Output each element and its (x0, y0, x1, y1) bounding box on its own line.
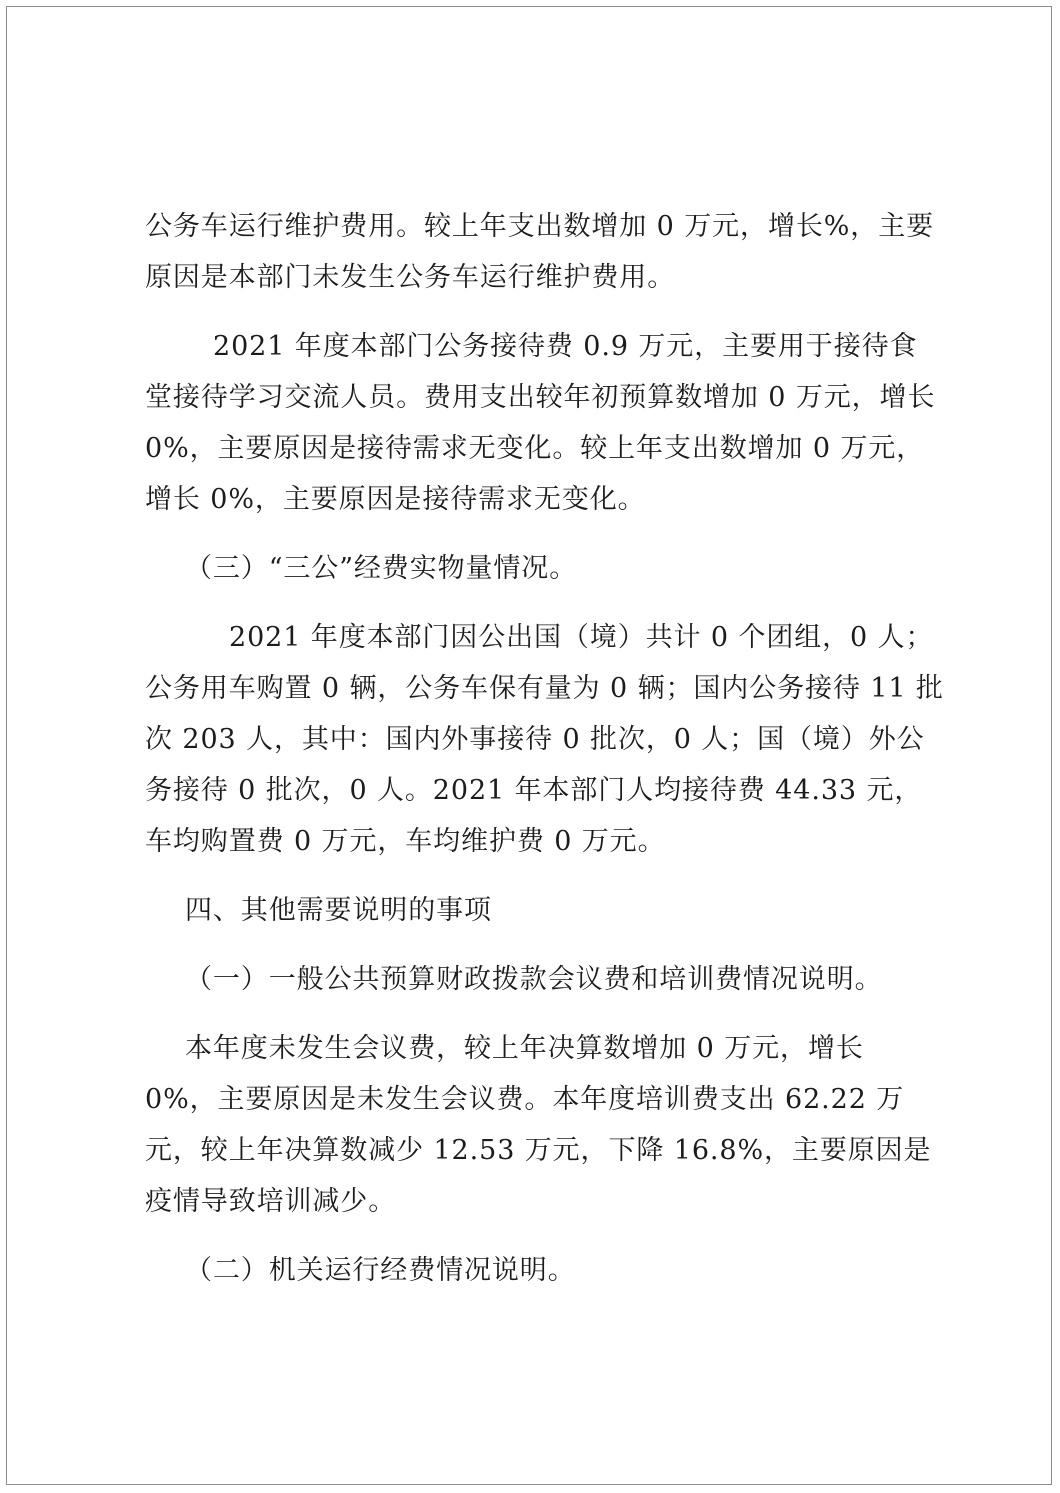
paragraph-meeting-training: 本年度未发生会议费，较上年决算数增加 0 万元，增长 0%，主要原因是未发生会议费。本年度培训费支出 62.22 万元，较上年决算数减少 12.53 万元，下降 16.8%，主要原因是疫情导致培训减少。 (145, 1033, 932, 1217)
section-heading-physical-quantity: （三）“三公”经费实物量情况。 (185, 553, 578, 584)
paragraph-physical-quantity: 2021 年度本部门因公出国（境）共计 0 个团组，0 人；公务用车购置 0 辆，公务车保有量为 0 辆；国内公务接待 11 批次 203 人，其中：国内外事接待 0 批次，0 人；国（境）外公务接待 0 批次，0 人。2021 年本部门人均接待费 44.33 元，车均购置费 0 万元，车均维护费 0 万元。 (145, 622, 944, 857)
section-heading-meeting-training: （一）一般公共预算财政拨款会议费和培训费情况说明。 (185, 964, 883, 995)
document-page (6, 6, 1052, 1485)
section-heading-other-matters: 四、其他需要说明的事项 (185, 895, 492, 926)
document-body (145, 201, 945, 1296)
paragraph-reception-expense: 2021 年度本部门公务接待费 0.9 万元，主要用于接待食堂接待学习交流人员。费用支出较年初预算数增加 0 万元，增长 0%，主要原因是接待需求无变化。较上年支出数增加 0 万元，增长 0%，主要原因是接待需求无变化。 (145, 331, 936, 515)
paragraph-vehicle-maintenance: 公务车运行维护费用。较上年支出数增加 0 万元，增长%，主要原因是本部门未发生公务车运行维护费用。 (145, 211, 934, 293)
section-heading-operating-expense: （二）机关运行经费情况说明。 (185, 1255, 576, 1286)
